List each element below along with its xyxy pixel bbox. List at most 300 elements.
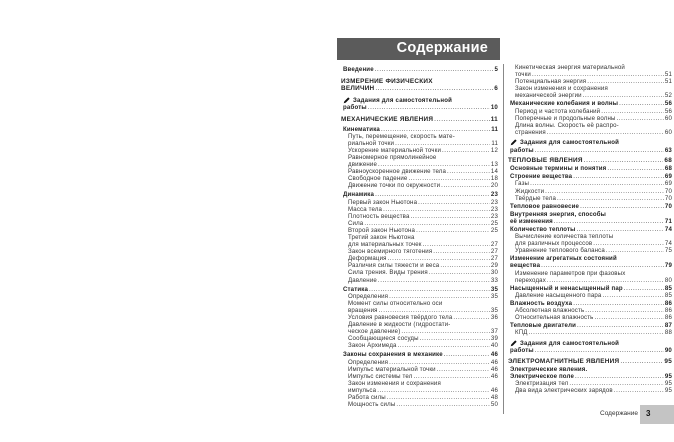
toc-entry[interactable] <box>508 366 672 380</box>
toc-entry-title: Вычисление количества теплоты <box>515 233 614 241</box>
toc-entry[interactable] <box>508 122 672 136</box>
toc-entry[interactable] <box>508 157 672 164</box>
toc-entry-title: Изменение параметров при фазовых <box>515 269 626 277</box>
toc-entry[interactable] <box>508 300 672 307</box>
toc-entry-line <box>348 182 498 189</box>
dot-leader <box>529 180 664 187</box>
toc-entry-line <box>343 104 498 111</box>
toc-entry-title: Длина волны. Скорость её распро- <box>515 121 619 129</box>
toc-entry-line <box>348 366 498 373</box>
dot-leader <box>363 220 490 227</box>
toc-entry-title: ТЕПЛОВЫЕ ЯВЛЕНИЯ <box>508 157 583 165</box>
toc-entry[interactable] <box>341 359 498 366</box>
dot-leader <box>600 108 664 115</box>
toc-page-number: 74 <box>664 240 672 248</box>
toc-entry-title: Различия силы тяжести и веса <box>348 262 440 270</box>
toc-entry[interactable] <box>341 286 498 293</box>
toc-entry-line <box>515 180 672 187</box>
toc-entry-line <box>510 340 672 347</box>
toc-entry-title: странения <box>515 128 546 136</box>
toc-page-number: 20 <box>490 182 498 190</box>
toc-page-number: 86 <box>664 314 672 322</box>
toc-entry-title: Давление насыщенного пара <box>515 291 602 299</box>
toc-entry-line <box>348 300 498 307</box>
column-divider <box>503 64 504 414</box>
toc-page-number: 10 <box>490 104 498 112</box>
toc-entry[interactable] <box>341 175 498 182</box>
toc-entry[interactable] <box>341 262 498 269</box>
toc-page-number: 79 <box>664 262 672 270</box>
toc-entry-title: Путь, перемещение, скорость мате- <box>348 132 455 140</box>
page-number-box <box>640 405 674 424</box>
toc-entry-title: Жидкости <box>515 187 545 195</box>
dot-leader <box>367 104 490 111</box>
dot-leader <box>528 329 664 336</box>
toc-entry-title: её изменения <box>510 217 553 225</box>
toc-entry-line <box>510 300 672 307</box>
toc-entry-line <box>515 92 672 99</box>
dot-leader <box>534 347 664 354</box>
toc-page-number: 60 <box>664 128 672 136</box>
toc-entry[interactable] <box>508 340 672 354</box>
toc-entry-title: Абсолютная влажность <box>515 307 585 314</box>
toc-entry[interactable] <box>341 191 498 198</box>
footer-section-label: Содержание <box>600 410 638 417</box>
toc-entry-title: Сила трения. Виды трения <box>348 269 428 277</box>
toc-entry[interactable] <box>341 300 498 314</box>
dot-leader <box>583 157 664 164</box>
toc-entry-line <box>510 203 672 210</box>
toc-entry[interactable] <box>341 269 498 276</box>
toc-entry-title: механической энергии <box>515 92 582 100</box>
toc-page-number: 60 <box>664 114 672 122</box>
toc-entry[interactable] <box>341 97 498 111</box>
toc-entry-line <box>510 255 672 262</box>
toc-entry-line <box>515 292 672 299</box>
toc-entry-line <box>348 220 498 227</box>
toc-entry-line <box>510 173 672 180</box>
toc-entry[interactable] <box>508 387 672 394</box>
dot-leader <box>436 366 490 373</box>
toc-entry-line <box>343 286 498 293</box>
toc-entry-line <box>510 347 672 354</box>
toc-page-number: 80 <box>664 276 672 284</box>
toc-page-number: 48 <box>490 394 498 402</box>
toc-entry-line <box>515 270 672 277</box>
dot-leader <box>446 168 490 175</box>
dot-leader <box>584 307 664 314</box>
toc-page-number: 95 <box>664 372 672 380</box>
dot-leader <box>586 78 664 85</box>
toc-entry-line <box>348 133 498 140</box>
toc-page-number: 23 <box>490 212 498 220</box>
toc-entry[interactable] <box>508 188 672 195</box>
toc-entry[interactable] <box>341 335 498 342</box>
dot-leader <box>546 277 664 284</box>
toc-entry-line <box>348 328 498 335</box>
dot-leader <box>574 373 664 380</box>
toc-page-number: 37 <box>490 328 498 336</box>
toc-page-number: 12 <box>490 146 498 154</box>
toc-entry-line <box>348 335 498 342</box>
toc-entry[interactable] <box>341 366 498 373</box>
toc-entry-title: Импульс материальной точки <box>348 365 436 373</box>
toc-entry-title: Плотность вещества <box>348 212 410 220</box>
toc-entry[interactable] <box>341 78 498 92</box>
toc-entry-line <box>508 358 672 365</box>
toc-entry-title: Строение вещества <box>510 173 573 181</box>
dot-leader <box>556 195 664 202</box>
toc-entry-line <box>510 100 672 107</box>
toc-entry-title: КПД <box>515 329 528 337</box>
toc-entry-line <box>515 115 672 122</box>
toc-page-number: 85 <box>664 284 672 292</box>
toc-page-number: 75 <box>664 247 672 255</box>
dot-leader <box>531 71 664 78</box>
dot-leader <box>374 66 494 73</box>
toc-entry-title: Сила <box>348 219 364 227</box>
toc-entry[interactable] <box>341 66 498 73</box>
toc-entry[interactable] <box>341 351 498 358</box>
pencil-icon <box>510 340 517 347</box>
toc-entry-line <box>348 380 498 387</box>
toc-page-number: 68 <box>664 157 672 165</box>
toc-entry-title: Момент силы относительно оси <box>348 299 443 307</box>
toc-entry-line <box>510 139 672 146</box>
toc-entry-line <box>343 126 498 133</box>
toc-page-number: 86 <box>664 307 672 314</box>
toc-entry[interactable] <box>508 329 672 336</box>
contents-title-bar <box>337 38 500 60</box>
toc-entry-line <box>348 293 498 300</box>
toc-entry-title: Насыщенный и ненасыщенный пар <box>510 284 623 292</box>
toc-entry-line <box>510 373 672 380</box>
toc-entry-line <box>515 122 672 129</box>
dot-leader <box>534 147 664 154</box>
toc-page-number: 23 <box>490 198 498 206</box>
toc-entry-title: Равноускоренное движение тела <box>348 168 447 176</box>
toc-entry-title: Динамика <box>343 191 375 199</box>
toc-page-number: 51 <box>664 78 672 86</box>
toc-page-number: 95 <box>664 379 672 387</box>
toc-entry[interactable] <box>341 206 498 213</box>
toc-entry[interactable] <box>508 108 672 115</box>
toc-entry[interactable] <box>508 85 672 99</box>
dot-leader <box>618 100 664 107</box>
toc-entry-title: для различных процессов <box>515 240 593 248</box>
toc-entry[interactable] <box>508 173 672 180</box>
toc-entry-title: Закон изменения и сохранения <box>515 85 608 93</box>
dot-leader <box>544 188 664 195</box>
toc-entry-line <box>515 71 672 78</box>
dot-leader <box>441 147 490 154</box>
dot-leader <box>606 165 664 172</box>
toc-entry[interactable] <box>508 64 672 78</box>
toc-entry[interactable] <box>341 220 498 227</box>
toc-entry[interactable] <box>508 100 672 107</box>
toc-entry-line <box>515 329 672 336</box>
toc-entry-line <box>515 387 672 394</box>
toc-page-number: 11 <box>491 125 498 133</box>
toc-entry-title: Импульс системы тел <box>348 372 413 380</box>
toc-entry[interactable] <box>341 133 498 147</box>
toc-entry-line <box>341 85 498 92</box>
toc-entry-title: Второй закон Ньютона <box>348 226 416 234</box>
toc-entry[interactable] <box>341 234 498 248</box>
toc-page-number: 25 <box>490 219 498 227</box>
dot-leader <box>616 115 664 122</box>
toc-entry-title: Давление <box>348 276 377 284</box>
toc-entry-title: Статика <box>343 285 368 293</box>
toc-page-number: 74 <box>664 225 672 233</box>
toc-entry-title: ческое давление) <box>348 328 401 336</box>
dot-leader <box>540 262 664 269</box>
toc-entry[interactable] <box>508 358 672 365</box>
toc-page-number: 70 <box>664 202 672 210</box>
toc-entry-title: Кинетическая энергия материальной <box>515 64 625 71</box>
toc-entry[interactable] <box>341 227 498 234</box>
toc-entry[interactable] <box>508 180 672 187</box>
toc-entry-line <box>510 285 672 292</box>
toc-entry[interactable] <box>508 322 672 329</box>
toc-entry[interactable] <box>341 255 498 262</box>
toc-entry-line <box>515 195 672 202</box>
toc-entry[interactable] <box>341 147 498 154</box>
toc-entry[interactable] <box>341 248 498 255</box>
toc-entry-title: Сообщающиеся сосуды <box>348 335 419 343</box>
toc-entry-line <box>341 116 498 123</box>
toc-entry-line <box>348 401 498 408</box>
pencil-icon <box>343 97 350 104</box>
toc-entry-title: Равномерное прямолинейное <box>348 153 437 161</box>
dot-leader <box>380 126 490 133</box>
toc-page-number: 56 <box>664 107 672 115</box>
toc-entry-line <box>515 314 672 321</box>
toc-entry-line <box>348 277 498 284</box>
toc-entry[interactable] <box>508 165 672 172</box>
toc-page-number: 25 <box>490 226 498 234</box>
toc-entry[interactable] <box>508 233 672 247</box>
toc-entry-line <box>348 161 498 168</box>
toc-entry[interactable] <box>341 394 498 401</box>
toc-entry-title: Внутренняя энергия, способы <box>510 210 607 218</box>
toc-page-number: 6 <box>494 85 498 93</box>
dot-leader <box>422 241 490 248</box>
toc-entry-line <box>515 78 672 85</box>
toc-entry-line <box>348 175 498 182</box>
dot-leader <box>368 286 490 293</box>
toc-entry-title: Кинематика <box>343 125 380 133</box>
toc-entry-line <box>348 140 498 147</box>
toc-page-number: 35 <box>490 292 498 300</box>
toc-entry-line <box>510 262 672 269</box>
dot-leader <box>377 161 490 168</box>
toc-page-number: 23 <box>490 205 498 213</box>
dot-leader <box>576 226 664 233</box>
toc-entry[interactable] <box>508 211 672 225</box>
dot-leader <box>377 277 490 284</box>
toc-entry-line <box>348 213 498 220</box>
toc-entry[interactable] <box>341 373 498 380</box>
toc-entry[interactable] <box>341 168 498 175</box>
toc-entry-title: Газы <box>515 180 530 188</box>
toc-page-number: 56 <box>664 100 672 108</box>
toc-entry-title: движение <box>348 161 378 169</box>
toc-page-number: 50 <box>490 401 498 409</box>
toc-entry-title: Определения <box>348 292 389 300</box>
toc-entry-line <box>515 380 672 387</box>
dot-leader <box>572 300 664 307</box>
toc-entry-title: точки <box>515 71 531 79</box>
toc-entry[interactable] <box>341 182 498 189</box>
toc-page-number: 39 <box>490 335 498 343</box>
dot-leader <box>546 129 664 136</box>
toc-entry-title: Задания для самостоятельной <box>353 97 453 105</box>
dot-leader <box>374 85 493 92</box>
toc-entry[interactable] <box>341 126 498 133</box>
toc-entry[interactable] <box>341 380 498 394</box>
toc-entry-line <box>348 227 498 234</box>
toc-entry-line <box>348 241 498 248</box>
toc-entry[interactable] <box>508 255 672 269</box>
toc-page-number: 35 <box>490 306 498 314</box>
toc-page-number: 68 <box>664 165 672 173</box>
toc-entry-line <box>348 359 498 366</box>
toc-entry-title: Закон изменения и сохранения <box>348 379 441 387</box>
dot-leader <box>386 394 490 401</box>
toc-entry-title: Электрическое поле <box>510 372 575 380</box>
toc-page-number: 85 <box>664 291 672 299</box>
toc-page-number: 5 <box>494 66 498 73</box>
dot-leader <box>417 199 490 206</box>
toc-entry-title: Тепловое равновесие <box>510 202 580 210</box>
page-number: 3 <box>646 409 651 418</box>
dot-leader <box>613 387 664 394</box>
toc-entry[interactable] <box>341 321 498 335</box>
toc-entry-title: Относительная влажность <box>515 314 594 322</box>
toc-entry[interactable] <box>341 154 498 168</box>
toc-column-left <box>341 66 498 408</box>
toc-entry[interactable] <box>341 213 498 220</box>
toc-entry[interactable] <box>341 277 498 284</box>
toc-entry-title: Свободное падение <box>348 175 408 183</box>
toc-entry[interactable] <box>508 314 672 321</box>
toc-entry-title: Задания для самостоятельной <box>520 339 620 347</box>
toc-entry-title: Количество теплоты <box>510 225 576 233</box>
toc-page-number: 27 <box>490 255 498 263</box>
toc-entry-title: работы <box>343 104 367 112</box>
toc-entry[interactable] <box>508 307 672 314</box>
toc-entry[interactable] <box>508 247 672 254</box>
toc-page-number: 87 <box>664 322 672 330</box>
toc-page-number: 46 <box>490 351 498 359</box>
dot-leader <box>394 140 490 147</box>
toc-entry-title: риальной точки <box>348 139 395 147</box>
toc-entry-title: ЭЛЕКТРОМАГНИТНЫЕ ЯВЛЕНИЯ <box>508 357 620 365</box>
toc-entry[interactable] <box>508 203 672 210</box>
toc-entry-line <box>348 387 498 394</box>
dot-leader <box>582 92 664 99</box>
toc-entry[interactable] <box>341 401 498 408</box>
toc-entry-title: Первый закон Ньютона <box>348 198 418 206</box>
toc-entry-title: ИЗМЕРЕНИЕ ФИЗИЧЕСКИХ <box>341 78 433 86</box>
toc-entry-title: Электрические явления. <box>510 365 588 373</box>
toc-entry-title: работы <box>510 146 534 154</box>
toc-entry-line <box>515 247 672 254</box>
toc-entry-line <box>348 373 498 380</box>
dot-leader <box>572 173 664 180</box>
toc-page-number: 27 <box>490 248 498 256</box>
dot-leader <box>415 227 490 234</box>
toc-entry-line <box>515 64 672 71</box>
toc-entry[interactable] <box>508 195 672 202</box>
toc-entry-title: Тепловые двигатели <box>510 322 577 330</box>
toc-entry[interactable] <box>508 139 672 153</box>
toc-page-number: 95 <box>664 386 672 394</box>
dot-leader <box>553 218 664 225</box>
toc-entry[interactable] <box>341 199 498 206</box>
toc-page-number: 13 <box>490 161 498 169</box>
toc-entry-title: Условия равновесия твёрдого тела <box>348 314 453 321</box>
toc-entry[interactable] <box>341 342 498 349</box>
toc-entry[interactable] <box>341 314 498 321</box>
toc-page-number: 95 <box>664 357 672 365</box>
toc-page-number: 11 <box>490 116 498 124</box>
toc-entry-line <box>348 269 498 276</box>
dot-leader <box>452 314 490 321</box>
toc-entry[interactable] <box>508 270 672 284</box>
toc-page-number: 11 <box>491 139 498 147</box>
toc-entry[interactable] <box>508 226 672 233</box>
toc-entry[interactable] <box>508 380 672 387</box>
toc-entry-title: Законы сохранения в механике <box>343 351 443 359</box>
toc-entry-line <box>510 147 672 154</box>
toc-entry-line <box>508 157 672 164</box>
toc-entry[interactable] <box>508 292 672 299</box>
toc-entry-line <box>510 211 672 218</box>
toc-page-number: 52 <box>664 92 672 100</box>
toc-entry[interactable] <box>508 78 672 85</box>
toc-entry-title: переходах <box>515 276 546 284</box>
toc-entry-line <box>510 226 672 233</box>
toc-entry-title: Потенциальная энергия <box>515 78 587 86</box>
dot-leader <box>576 322 664 329</box>
toc-page-number: 70 <box>664 194 672 202</box>
toc-page-number: 46 <box>490 372 498 380</box>
toc-entry-title: Определения <box>348 358 389 366</box>
toc-entry-line <box>348 234 498 241</box>
toc-entry-line <box>515 233 672 240</box>
dot-leader <box>412 373 489 380</box>
toc-entry-title: работы <box>510 346 534 354</box>
toc-entry[interactable] <box>508 285 672 292</box>
toc-page-number: 27 <box>490 241 498 249</box>
toc-page-number: 14 <box>490 168 498 176</box>
toc-entry[interactable] <box>508 115 672 122</box>
toc-entry-line <box>341 78 498 85</box>
toc-entry-line <box>510 218 672 225</box>
dot-leader <box>579 203 664 210</box>
toc-entry-line <box>348 206 498 213</box>
toc-page-number: 18 <box>490 175 498 183</box>
toc-entry[interactable] <box>341 293 498 300</box>
toc-entry-line <box>343 97 498 104</box>
toc-entry-title: Давление в жидкости (гидростати- <box>348 321 451 329</box>
toc-entry[interactable] <box>341 116 498 123</box>
toc-entry-line <box>515 85 672 92</box>
toc-page-number: 46 <box>490 365 498 373</box>
toc-entry-title: вращения <box>348 306 378 314</box>
